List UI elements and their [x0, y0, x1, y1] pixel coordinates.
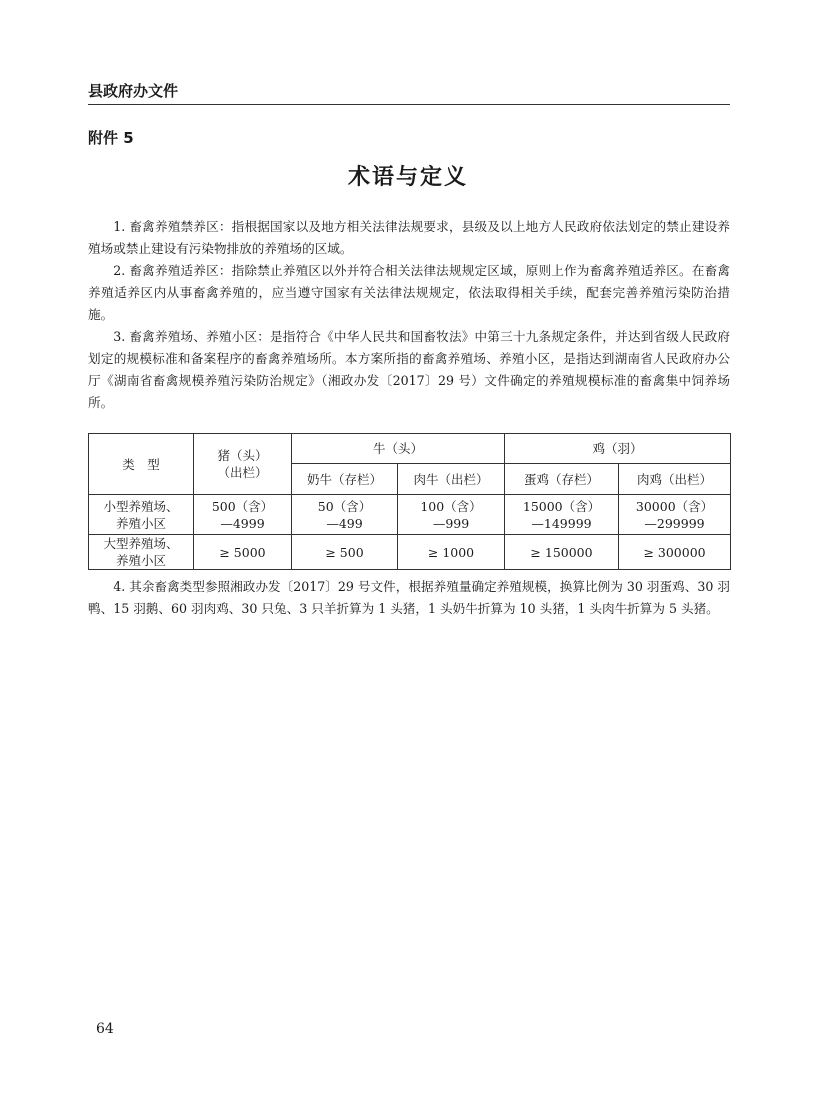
dairy-cow-header: 奶牛（存栏）: [292, 464, 398, 495]
conversion-text: [88, 576, 730, 620]
paragraph-2: 2. 畜禽养殖适养区：指除禁止养殖区以外并符合相关法律法规规定区域，原则上作为畜禽养殖适养区。在畜禽养殖适养区内从事畜禽养殖的，应当遵守国家有关法律法规规定，依法取得相关手续，配套完善养殖污染防治措施。: [88, 263, 730, 322]
cell-large-dairy: ≥ 500: [292, 535, 398, 570]
table-row: [89, 495, 731, 535]
type-header: 类 型: [89, 434, 194, 495]
cell-small-dairy: 50（含） —499: [292, 495, 398, 535]
row-label-large: 大型养殖场、 养殖小区: [89, 535, 194, 570]
page-number: 64: [96, 1021, 114, 1037]
row-label-small: 小型养殖场、 养殖小区: [89, 495, 194, 535]
pig-header-line-2: （出栏）: [217, 465, 268, 480]
paragraph-4: 4. 其余畜禽类型参照湘政办发〔2017〕29 号文件，根据养殖量确定养殖规模，换算比例为 30 羽蛋鸡、30 羽鸭、15 羽鹅、60 羽肉鸡、30 只兔、3 只羊折算为 1 头猪，1 头奶牛折算为 10 头猪，1 头肉牛折算为 5 头猪。: [88, 579, 730, 616]
pig-header-line-1: 猪（头）: [217, 448, 268, 463]
paragraph-3: 3. 畜禽养殖场、养殖小区：是指符合《中华人民共和国畜牧法》中第三十九条规定条件，并达到省级人民政府划定的规模标准和备案程序的畜禽养殖场所。本方案所指的畜禽养殖场、养殖小区，是指达到湖南省人民政府办公厅《湖南省畜禽规模养殖污染防治规定》（湘政办发〔2017〕29 号）文件确定的养殖规模标准的畜禽集中饲养场所。: [88, 329, 730, 410]
cell-large-pig: ≥ 5000: [194, 535, 292, 570]
cell-small-layer: 15000（含） —149999: [505, 495, 619, 535]
pig-header: [194, 434, 292, 495]
cell-small-pig: 500（含） —4999: [194, 495, 292, 535]
page-title: 术语与定义: [347, 165, 468, 190]
attachment-label: 附件 5: [88, 129, 134, 147]
paragraph-1: 1. 畜禽养殖禁养区：指根据国家以及地方相关法律法规要求，县级及以上地方人民政府依法划定的禁止建设养殖场或禁止建设有污染物排放的养殖场的区域。: [88, 219, 730, 256]
beef-cattle-header: 肉牛（出栏）: [398, 464, 505, 495]
chicken-header: 鸡（羽）: [505, 434, 731, 464]
cattle-header: 牛（头）: [292, 434, 505, 464]
cell-large-beef: ≥ 1000: [398, 535, 505, 570]
broiler-header: 肉鸡（出栏）: [619, 464, 731, 495]
scale-standard-table: [88, 433, 731, 570]
table-row: [89, 535, 731, 570]
definitions-text: [88, 216, 730, 414]
cell-small-beef: 100（含） —999: [398, 495, 505, 535]
cell-large-layer: ≥ 150000: [505, 535, 619, 570]
layer-hen-header: 蛋鸡（存栏）: [505, 464, 619, 495]
cell-small-broiler: 30000（含） —299999: [619, 495, 731, 535]
header-divider: [88, 104, 730, 105]
cell-large-broiler: ≥ 300000: [619, 535, 731, 570]
document-header: 县政府办文件: [88, 82, 179, 100]
